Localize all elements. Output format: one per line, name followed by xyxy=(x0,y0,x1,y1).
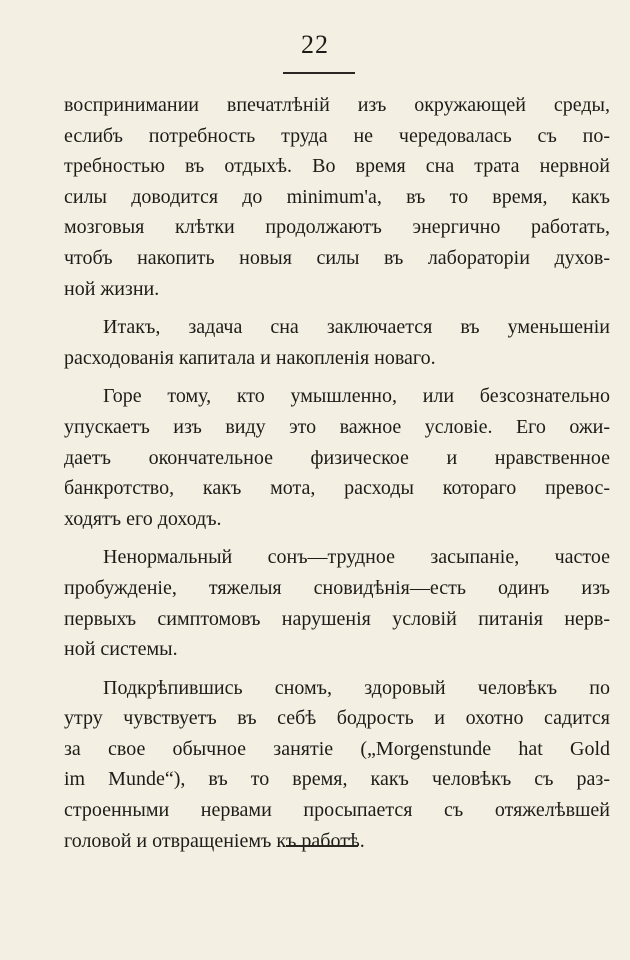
paragraph xyxy=(64,381,610,534)
text-line: строенными нервами просыпается съ отяжелѣвшей xyxy=(64,799,610,822)
text-line: расходованія капитала и накопленія новаго. xyxy=(64,346,436,369)
text-line: ной жизни. xyxy=(64,277,160,300)
text-line: ной системы. xyxy=(64,638,178,661)
text-line: im Munde“), въ то время, какъ человѣкъ съ раз- xyxy=(64,768,610,791)
page-number: 22 xyxy=(301,30,329,59)
paragraph xyxy=(64,542,610,664)
footer-rule xyxy=(286,845,358,847)
text-line: Ненормальный сонъ—трудное засыпаніе, частое xyxy=(103,546,610,569)
header-rule xyxy=(283,72,355,74)
text-line: головой и отвращеніемъ къ работѣ. xyxy=(64,829,365,852)
text-line: утру чувствуетъ въ себѣ бодрость и охотно садится xyxy=(64,707,610,730)
text-line: требностью въ отдыхѣ. Во время сна трата нервной xyxy=(64,155,610,178)
text-line: Подкрѣпившись сномъ, здоровый человѣкъ по xyxy=(103,676,610,699)
text-line: даетъ окончательное физическое и нравственное xyxy=(64,446,610,469)
text-line: первыхъ симптомовъ нарушенія условій питанія нерв- xyxy=(64,607,610,630)
text-line: Горе тому, кто умышленно, или безсознательно xyxy=(103,385,610,408)
paragraph xyxy=(64,312,610,373)
text-line: еслибъ потребность труда не чередовалась съ по- xyxy=(64,124,610,147)
text-line: ходятъ его доходъ. xyxy=(64,507,222,530)
text-line: пробужденіе, тяжелыя сновидѣнія—есть одинъ изъ xyxy=(64,576,610,599)
text-line: за свое обычное занятіе („Morgenstunde hat Gold xyxy=(64,737,610,760)
text-line: мозговыя клѣтки продолжаютъ энергично работать, xyxy=(64,216,610,239)
text-line: упускаетъ изъ виду это важное условіе. Его ожи- xyxy=(64,415,610,438)
body-text xyxy=(64,90,610,856)
text-line: чтобъ накопить новыя силы въ лабораторіи духов- xyxy=(64,246,610,269)
text-line: банкротство, какъ мота, расходы котораго превос- xyxy=(64,477,610,500)
text-line: Итакъ, задача сна заключается въ уменьшеніи xyxy=(103,316,610,339)
text-line: силы доводится до minimum'а, въ то время, какъ xyxy=(64,185,610,208)
paragraph xyxy=(64,90,610,304)
paragraph xyxy=(64,673,610,857)
text-line: воспринимании впечатлѣній изъ окружающей среды, xyxy=(64,94,610,116)
